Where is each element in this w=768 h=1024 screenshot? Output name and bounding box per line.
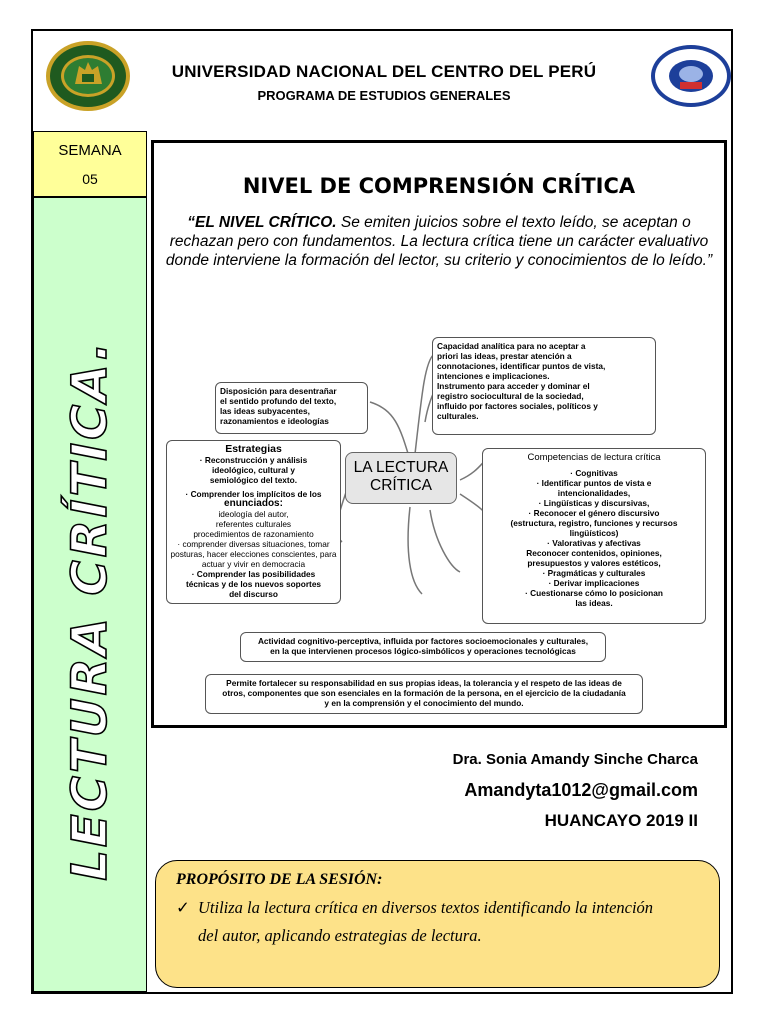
mm-line: actuar y vivir en democracia	[201, 559, 306, 569]
central-node-line: LA LECTURA	[353, 459, 449, 476]
mm-line: en la que intervienen procesos lógico-simbólicos y operaciones tecnológicas	[270, 646, 576, 656]
mm-line: posturas, hacer elecciones conscientes, para	[170, 549, 337, 559]
mm-line: registro sociocultural de la sociedad,	[437, 391, 584, 401]
mm-line: otros, componentes que son esenciales en la formación de la persona, en el ejercicio de la ciudadanía	[222, 688, 626, 698]
place-and-term: HUANCAYO 2019 II	[544, 811, 698, 830]
week-label: SEMANA	[58, 142, 122, 159]
mm-line: priori las ideas, prestar atención a	[437, 351, 572, 361]
purpose-line-1: Utiliza la lectura crítica en diversos textos identificando la intención	[198, 898, 654, 917]
mm-line: Reconocer contenidos, opiniones,	[526, 548, 662, 558]
mm-line: influido por factores sociales, políticos y	[437, 401, 598, 411]
mm-line: Disposición para desentrañar	[220, 386, 337, 396]
week-number: 05	[82, 171, 98, 187]
mm-line: y en la comprensión y el conocimiento del mundo.	[324, 698, 524, 708]
mm-line: · Reconstrucción y análisis	[199, 455, 308, 465]
mm-line: Instrumento para acceder y dominar el	[437, 381, 590, 391]
quote-lead: “EL NIVEL CRÍTICO.	[187, 214, 337, 231]
sidebar-band	[33, 197, 147, 992]
mm-line: · Reconocer el género discursivo	[528, 508, 660, 518]
mm-line: las ideas.	[575, 598, 613, 608]
mm-line: técnicas y de los nuevos soportes	[185, 579, 322, 589]
quote-text: Se emiten juicios sobre el texto leído, se aceptan o rechazan pero con fundamentos. La lectura crítica tiene un carácter evaluativo donde interviene la formación del lector, su criterio y conocimientos de lo leído.”	[165, 214, 713, 269]
mm-line: · Lingüísticas y discursivas,	[538, 498, 650, 508]
strategies-box	[166, 440, 341, 604]
author-email[interactable]: Amandyta1012@gmail.com	[464, 780, 698, 800]
mm-line: el sentido profundo del texto,	[220, 396, 337, 406]
central-node-line: CRÍTICA	[370, 477, 432, 494]
mm-line: ideología del autor,	[218, 509, 289, 519]
mm-line: intencionalidades,	[557, 488, 631, 498]
mm-line: · Pragmáticas y culturales	[542, 568, 646, 578]
mm-line: las ideas subyacentes,	[220, 406, 310, 416]
mm-line: ideológico, cultural y	[212, 465, 295, 475]
mm-line: · comprender diversas situaciones, tomar	[177, 539, 330, 549]
mm-line: · Cognitivas	[570, 468, 618, 478]
strategies-title: Estrategias	[225, 443, 282, 455]
mm-line: razonamientos e ideologías	[220, 416, 329, 426]
mm-line: procedimientos de razonamiento	[193, 529, 314, 539]
mm-line: (estructura, registro, funciones y recursos	[510, 518, 678, 528]
mm-line: Permite fortalecer su responsabilidad en sus propias ideas, la tolerancia y el respeto de las ideas de	[226, 678, 622, 688]
vertical-title: LECTURA CRÍTICA.	[62, 339, 118, 882]
week-box	[33, 131, 147, 197]
university-name: UNIVERSIDAD NACIONAL DEL CENTRO DEL PERÚ	[171, 62, 597, 81]
mm-line: semiológico del texto.	[209, 475, 298, 485]
central-node	[345, 452, 457, 504]
mm-line: presupuestos y valores estéticos,	[527, 558, 661, 568]
mm-line: del discurso	[229, 589, 278, 599]
mm-line: · Cuestionarse cómo lo posicionan	[525, 588, 663, 598]
mm-line: · Identificar puntos de vista e	[536, 478, 652, 488]
mm-line: enunciados:	[224, 498, 283, 509]
idea-box-disposition	[215, 382, 368, 434]
mm-line: Actividad cognitivo-perceptiva, influida por factores socioemocionales y culturales,	[257, 636, 589, 646]
mm-line: referentes culturales	[215, 519, 292, 529]
mm-line: Capacidad analítica para no aceptar a	[437, 341, 586, 351]
session-purpose-text	[176, 894, 716, 950]
mm-line: connotaciones, identificar puntos de vista,	[437, 361, 606, 371]
competencies-title: Competencias de lectura crítica	[527, 452, 661, 463]
page-title: NIVEL DE COMPRENSIÓN CRÍTICA	[242, 174, 636, 198]
mm-line: intenciones e implicaciones.	[437, 371, 550, 381]
mm-line: culturales.	[437, 411, 479, 421]
definition-quote	[163, 213, 715, 270]
mm-line: · Derivar implicaciones	[548, 578, 640, 588]
session-purpose-title: PROPÓSITO DE LA SESIÓN:	[176, 871, 383, 888]
mind-map	[160, 332, 720, 717]
mm-line: lingüísticos)	[569, 528, 619, 538]
competencies-box	[482, 448, 706, 624]
mm-line: · Comprender las posibilidades	[191, 569, 316, 579]
checkmark-icon: ✓	[176, 898, 190, 917]
program-name: PROGRAMA DE ESTUDIOS GENERALES	[257, 88, 511, 103]
idea-box-cognitive-activity	[240, 632, 606, 662]
author-name: Dra. Sonia Amandy Sinche Charca	[452, 751, 698, 768]
purpose-line-2: del autor, aplicando estrategias de lectura.	[198, 926, 482, 945]
idea-box-responsibility	[205, 674, 643, 714]
mm-line: · Valorativas y afectivas	[547, 538, 641, 548]
mm-line: · Comprender los implícitos de los	[185, 489, 322, 499]
idea-box-analytical-capacity	[432, 337, 656, 435]
